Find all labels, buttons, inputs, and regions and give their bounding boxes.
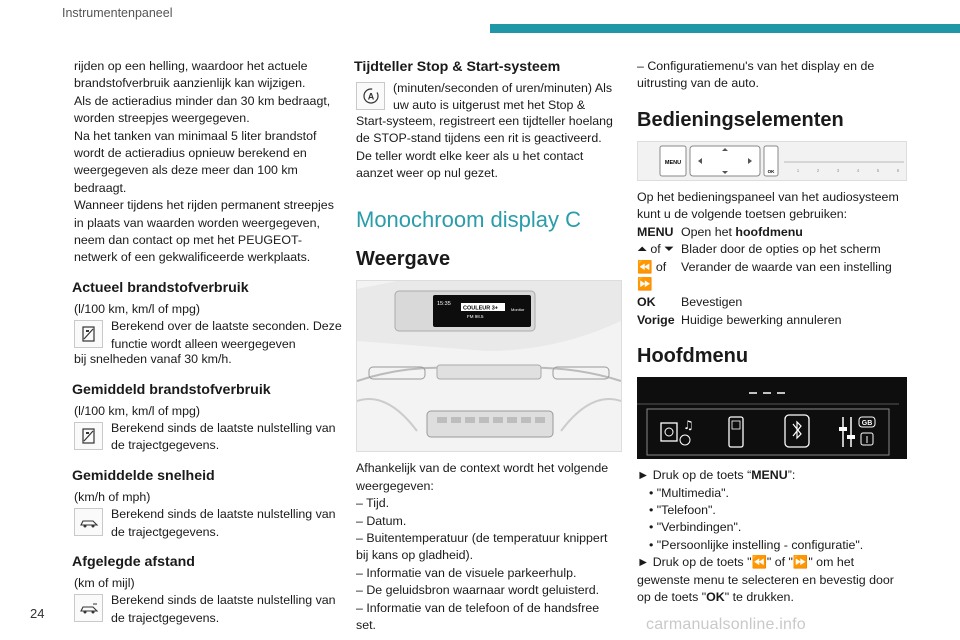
unit-label: (l/100 km, km/l of mpg) [74, 301, 200, 316]
key-desc: Huidige bewerking annuleren [681, 312, 842, 327]
key-row [637, 259, 907, 294]
info-text: (minuten/seconden of uren/minuten) Als uw auto is uitgerust met het Stop & [393, 81, 613, 113]
controls-intro: Op het bedieningspaneel van het audiosysteem kunt u de volgende toetsen gebruiken: [637, 189, 899, 222]
info-continuation: Start-systeem, registreert een tijdteller hoelang de STOP-stand tijdens een rit is geactiveerd. [356, 113, 613, 146]
step-2 [637, 554, 907, 606]
key-label: ⏪ of ⏩ [637, 259, 667, 292]
intro-paragraph: Na het tanken van minimaal 5 liter brandstof wordt de actieradius opnieuw berekend en weergegeven als deze meer dan 100 km bedraagt. [74, 128, 317, 195]
list-item: – Configuratiemenu's van het display en de uitrusting van de auto. [637, 59, 875, 91]
key-row [637, 224, 907, 242]
intro-paragraph: rijden op een helling, waardoor het actuele brandstofverbruik aanzienlijk kan wijzigen. [74, 59, 308, 91]
average-consumption-icon [74, 422, 103, 450]
info-text: Berekend sinds de laatste nulstelling van de trajectgegevens. [111, 420, 336, 453]
average-speed-icon [74, 508, 103, 536]
column-middle [356, 58, 622, 635]
unit-label: (km/h of mph) [74, 489, 151, 504]
step-1 [637, 467, 907, 484]
list-item: • "Multimedia". [649, 485, 729, 500]
key-row [637, 241, 907, 259]
info-text: Berekend sinds de laatste nulstelling van de trajectgegevens. [111, 593, 336, 625]
page-number: 24 [30, 606, 45, 621]
list-item: • "Persoonlijke instelling - configuratie". [649, 537, 864, 552]
key-desc-bold: hoofdmenu [735, 224, 803, 239]
key-desc: Blader door de opties op het scherm [681, 242, 881, 257]
stop-start-icon [356, 82, 385, 110]
info-row [74, 506, 342, 541]
key-desc: Verander de waarde van een instelling [681, 259, 892, 274]
info-text: Berekend sinds de laatste nulstelling van de trajectgegevens. [111, 507, 336, 539]
info-text: Berekend over de laatste seconden. Deze functie wordt alleen weergegeven [111, 319, 342, 351]
page-header-title: Instrumentenpaneel [62, 6, 173, 20]
distance-icon [74, 594, 103, 622]
context-intro: Afhankelijk van de context wordt het volgende weergegeven: [356, 461, 609, 493]
list-item: – Datum. [356, 513, 407, 528]
section-title: Hoofdmenu [637, 345, 749, 368]
list-item: – Informatie van de telefoon of de handsfree set. [356, 600, 600, 633]
fuel-consumption-icon [74, 320, 103, 348]
language-badge: GB [861, 420, 873, 428]
step-2-bold: OK [706, 590, 725, 605]
intro-paragraph: Als de actieradius minder dan 30 km bedraagt, worden streepjes weergegeven. [74, 93, 331, 126]
step-2-post: " te drukken. [724, 590, 794, 605]
key-label: MENU [637, 224, 674, 239]
main-menu-illustration [637, 377, 907, 459]
display-frequency: FM 98.5 [467, 314, 484, 320]
info-row [74, 318, 342, 353]
ctrl-menu-label: MENU [664, 159, 682, 166]
list-item: – Buitentemperatuur (de temperatuur knippert bij kans op gladheid). [356, 531, 608, 563]
display-time: 15:35 [437, 301, 451, 308]
ctrl-ok-label: OK [767, 168, 775, 174]
ctrl-preset-number: 3 [836, 167, 840, 173]
column-right [637, 58, 907, 606]
list-item: • "Telefoon". [649, 503, 716, 517]
unit-label: (l/100 km, km/l of mpg) [74, 403, 200, 418]
info-continuation: bij snelheden vanaf 30 km/h. [74, 352, 232, 367]
key-row [637, 294, 907, 312]
section-title: Monochroom display C [356, 207, 581, 233]
ctrl-preset-number: 2 [816, 167, 820, 173]
dashboard-illustration [356, 280, 622, 452]
step-2-text: ► Druk op de toets "⏪" of "⏩" om het gewenste menu te selecteren en bevestig door op de toets " [637, 555, 894, 605]
intro-paragraph: Wanneer tijdens het rijden permanent streepjes in plaats van waarden worden weergegeven, neem dan contact op met het PEUGEOT-netwerk of een gekwalificeerde werkplaats. [74, 198, 334, 265]
svg-text:♫: ♫ [683, 418, 694, 433]
step-1-pre: ► Druk op de toets “ [637, 468, 752, 483]
section-heading: Gemiddelde snelheid [72, 467, 215, 484]
section-heading: Afgelegde afstand [72, 553, 195, 570]
info-row [74, 420, 342, 455]
section-heading: Actueel brandstofverbruik [72, 279, 249, 296]
key-label: Vorige [637, 312, 675, 327]
ctrl-preset-number: 4 [856, 167, 860, 173]
section-heading: Tijdteller Stop & Start-systeem [354, 59, 561, 75]
step-1-post: ”: [787, 468, 796, 483]
key-desc: Open het [681, 224, 736, 239]
info-row [356, 80, 622, 115]
list-item: – Informatie van de visuele parkeerhulp. [356, 565, 577, 580]
list-item: • "Verbindingen". [649, 520, 742, 535]
section-title: Bedieningselementen [637, 108, 844, 131]
key-row [637, 312, 907, 330]
sub-title: Weergave [356, 248, 451, 271]
column-left [74, 58, 342, 627]
section-heading: Gemiddeld brandstofverbruik [72, 381, 271, 398]
display-side-label: Monitor [511, 307, 525, 313]
info-row [74, 592, 342, 627]
key-label: ⏶ of ⏷ [637, 242, 675, 257]
key-label: OK [637, 295, 656, 309]
list-item: – De geluidsbron waarnaar wordt geluisterd. [356, 583, 600, 598]
key-desc: Bevestigen [681, 295, 743, 309]
svg-text:A: A [367, 91, 374, 102]
display-brand: COULEUR 3+ [463, 305, 498, 312]
ctrl-preset-number: 6 [896, 167, 900, 173]
control-panel-illustration [637, 141, 907, 181]
unit-label: (km of mijl) [74, 575, 135, 590]
step-1-bold: MENU [751, 468, 788, 483]
ctrl-preset-number: 1 [796, 167, 800, 173]
info-note: De teller wordt elke keer als u het contact aanzet weer op nul gezet. [356, 148, 584, 181]
header-accent-bar [490, 24, 960, 33]
ctrl-preset-number: 5 [876, 167, 880, 173]
list-item: – Tijd. [356, 496, 390, 511]
watermark: carmanualsonline.info [646, 616, 806, 633]
